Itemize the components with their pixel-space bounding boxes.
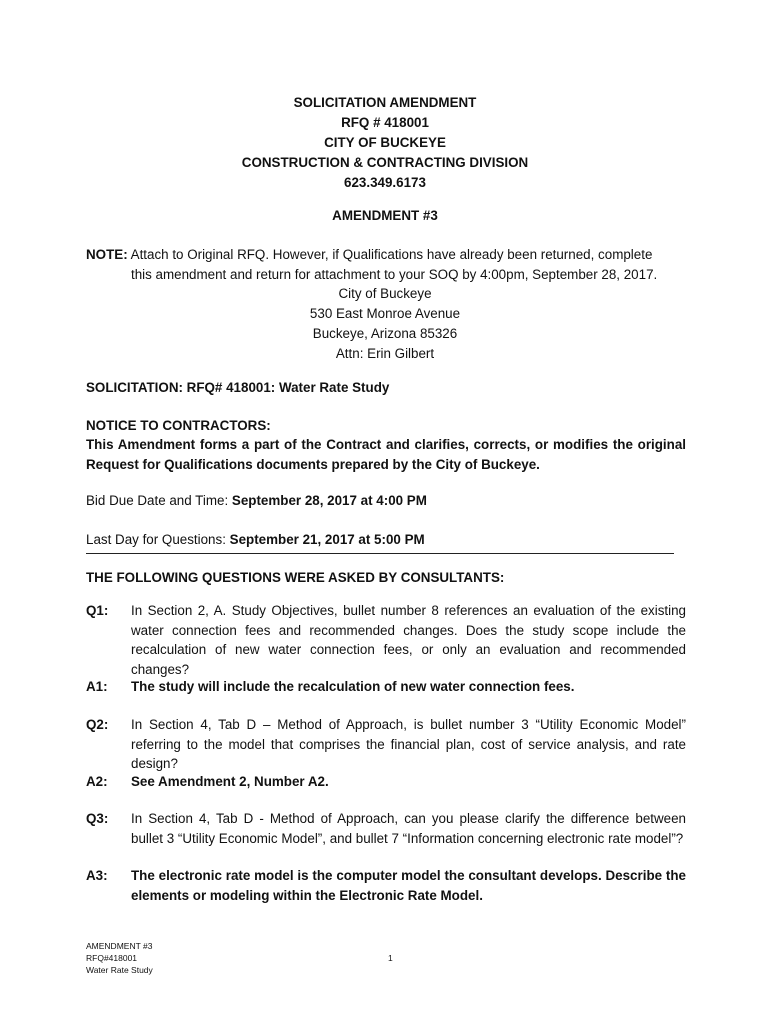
- questions-heading: THE FOLLOWING QUESTIONS WERE ASKED BY CONSULTANTS:: [86, 570, 505, 585]
- last-day-label: Last Day for Questions:: [86, 532, 230, 547]
- note-address: [0, 284, 770, 364]
- note-line-1: [86, 245, 696, 265]
- amendment-number: AMENDMENT #3: [332, 208, 438, 223]
- header-title: SOLICITATION AMENDMENT: [293, 95, 477, 110]
- address-line: 530 East Monroe Avenue: [309, 306, 461, 321]
- footer-line: Water Rate Study: [86, 965, 153, 975]
- solicitation-title: SOLICITATION: RFQ# 418001: Water Rate Study: [86, 380, 390, 395]
- address-line: City of Buckeye: [338, 286, 432, 301]
- section-divider: [86, 553, 674, 554]
- bid-due-line: [86, 491, 427, 511]
- answer-label: A3:: [86, 868, 108, 883]
- footer-line: RFQ#418001: [86, 953, 138, 963]
- answer-text: See Amendment 2, Number A2.: [131, 774, 329, 789]
- answer-text: The electronic rate model is the computer model the consultant develops. Describe the elements or modeling within the Electronic Rate Model.: [131, 868, 686, 903]
- question-text: In Section 4, Tab D - Method of Approach, can you please clarify the difference between bullet 3 “Utility Economic Model”, and bullet 7 “Information concerning electronic rate model”?: [131, 811, 686, 846]
- answer-text: The study will include the recalculation of new water connection fees.: [131, 679, 575, 694]
- header-phone: 623.349.6173: [344, 175, 426, 190]
- question-label: Q2:: [86, 717, 109, 732]
- header-division: CONSTRUCTION & CONTRACTING DIVISION: [241, 155, 529, 170]
- address-line: Attn: Erin Gilbert: [335, 346, 435, 361]
- bid-due-label: Bid Due Date and Time:: [86, 493, 232, 508]
- document-header: [0, 93, 770, 193]
- page-number: 1: [388, 953, 393, 963]
- notice-heading: NOTICE TO CONTRACTORS:: [86, 418, 271, 433]
- question-label: Q3:: [86, 811, 109, 826]
- note-label: NOTE:: [86, 247, 128, 262]
- notice-body: This Amendment forms a part of the Contract and clarifies, corrects, or modifies the original Request for Qualifications documents prepared by the City of Buckeye.: [86, 437, 686, 472]
- last-day-line: [86, 530, 425, 550]
- header-city: CITY OF BUCKEYE: [324, 135, 446, 150]
- answer-label: A2:: [86, 774, 108, 789]
- question-label: Q1:: [86, 603, 109, 618]
- note-text-line-1: Attach to Original RFQ. However, if Qualifications have already been returned, complete: [127, 247, 653, 262]
- question-text: In Section 2, A. Study Objectives, bullet number 8 references an evaluation of the existing water connection fees and recommended changes. Does the study scope include the recalculation of new water connection fees, or only an evaluation and recommended changes?: [131, 603, 686, 677]
- last-day-value: September 21, 2017 at 5:00 PM: [229, 532, 425, 547]
- page-footer: [86, 940, 153, 976]
- address-line: Buckeye, Arizona 85326: [312, 326, 458, 341]
- header-rfq-number: RFQ # 418001: [341, 115, 429, 130]
- bid-due-value: September 28, 2017 at 4:00 PM: [231, 493, 427, 508]
- note-text-line-2: this amendment and return for attachment to your SOQ by 4:00pm, September 28, 2017.: [131, 267, 658, 282]
- question-text: In Section 4, Tab D – Method of Approach, is bullet number 3 “Utility Economic Model” referring to the model that comprises the financial plan, cost of service analysis, and rate design?: [131, 717, 686, 771]
- answer-label: A1:: [86, 679, 108, 694]
- footer-line: AMENDMENT #3: [86, 941, 153, 951]
